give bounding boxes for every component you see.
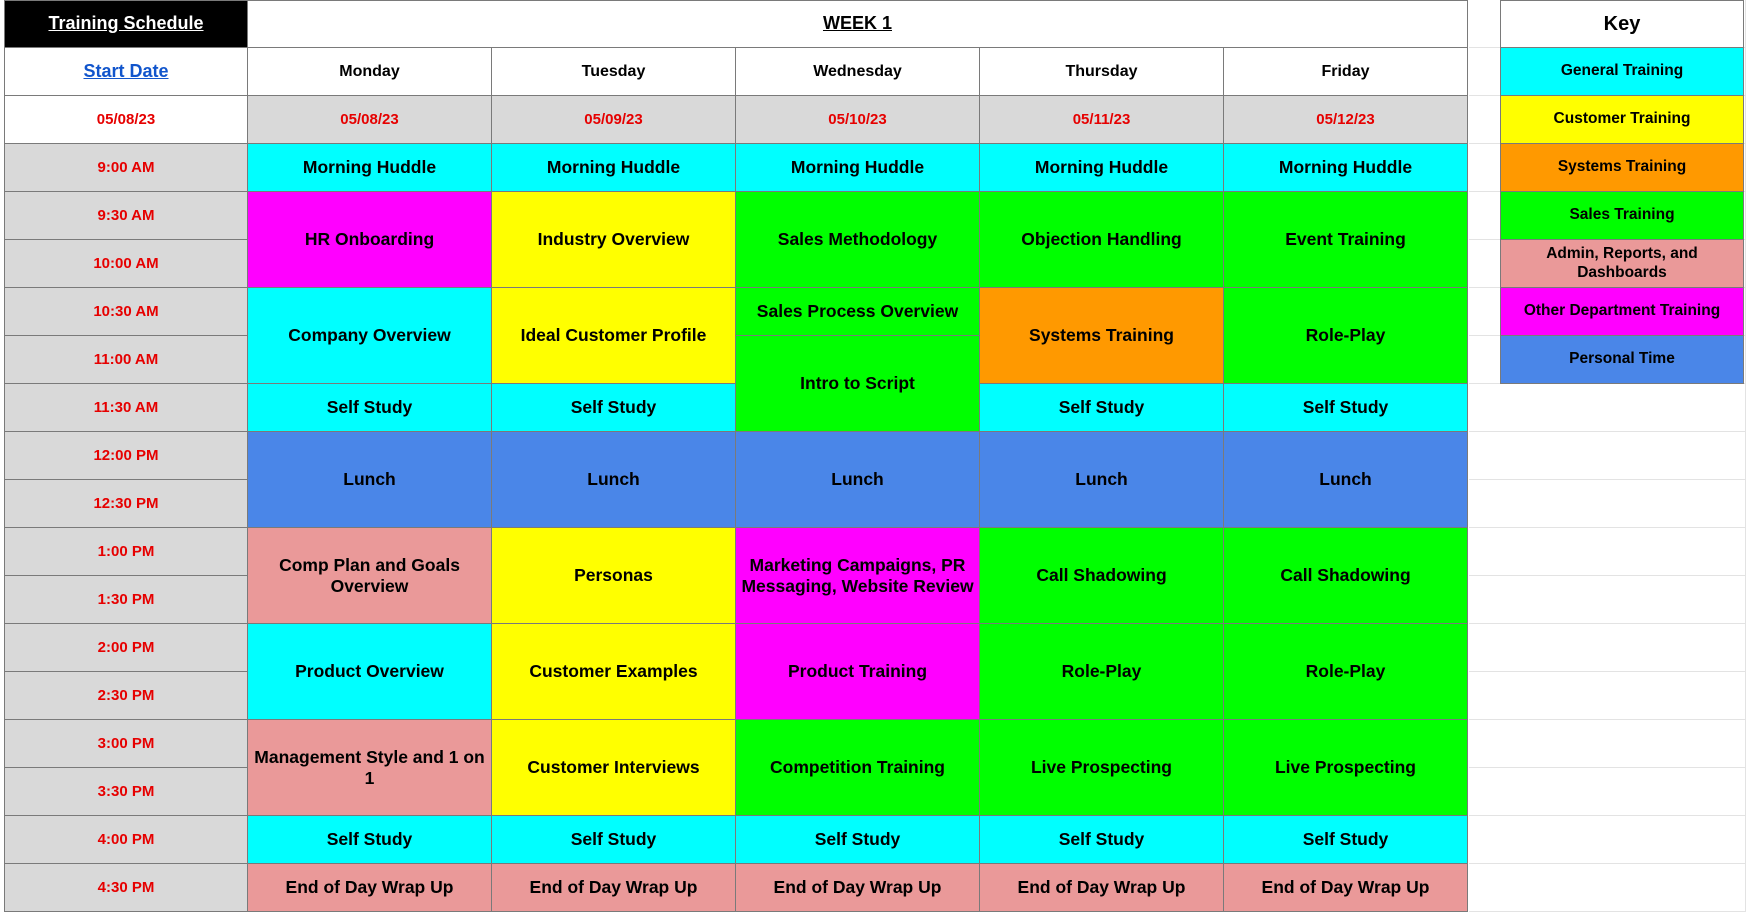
event-end-of-day-wrap-up[interactable]: End of Day Wrap Up	[1224, 864, 1468, 912]
time-slot[interactable]: 9:30 AM	[4, 192, 248, 240]
event-product-overview[interactable]: Product Overview	[248, 624, 492, 720]
event-hr-onboarding[interactable]: HR Onboarding	[248, 192, 492, 288]
start-date-link[interactable]: Start Date	[4, 48, 248, 96]
sheet-gridline	[1469, 624, 1746, 672]
event-intro-to-script[interactable]: Intro to Script	[736, 336, 980, 432]
event-management-style-and-1-on-1[interactable]: Management Style and 1 on 1	[248, 720, 492, 816]
event-morning-huddle[interactable]: Morning Huddle	[248, 144, 492, 192]
time-slot[interactable]: 2:30 PM	[4, 672, 248, 720]
time-slot[interactable]: 9:00 AM	[4, 144, 248, 192]
event-end-of-day-wrap-up[interactable]: End of Day Wrap Up	[980, 864, 1224, 912]
event-lunch[interactable]: Lunch	[492, 432, 736, 528]
event-systems-training[interactable]: Systems Training	[980, 288, 1224, 384]
sheet-gridline	[1469, 384, 1746, 432]
event-end-of-day-wrap-up[interactable]: End of Day Wrap Up	[492, 864, 736, 912]
key-item-personal-time[interactable]: Personal Time	[1500, 336, 1744, 384]
event-morning-huddle[interactable]: Morning Huddle	[980, 144, 1224, 192]
event-competition-training[interactable]: Competition Training	[736, 720, 980, 816]
time-slot[interactable]: 3:00 PM	[4, 720, 248, 768]
day-date-wednesday[interactable]: 05/10/23	[736, 96, 980, 144]
event-self-study[interactable]: Self Study	[248, 384, 492, 432]
event-lunch[interactable]: Lunch	[736, 432, 980, 528]
event-ideal-customer-profile[interactable]: Ideal Customer Profile	[492, 288, 736, 384]
event-objection-handling[interactable]: Objection Handling	[980, 192, 1224, 288]
key-item-sales-training[interactable]: Sales Training	[1500, 192, 1744, 240]
time-slot[interactable]: 11:30 AM	[4, 384, 248, 432]
day-header-wednesday[interactable]: Wednesday	[736, 48, 980, 96]
sheet-gridline	[1469, 864, 1746, 912]
time-slot[interactable]: 3:30 PM	[4, 768, 248, 816]
event-self-study[interactable]: Self Study	[492, 384, 736, 432]
key-item-customer-training[interactable]: Customer Training	[1500, 96, 1744, 144]
sheet-gridline	[1469, 768, 1746, 816]
event-company-overview[interactable]: Company Overview	[248, 288, 492, 384]
day-date-monday[interactable]: 05/08/23	[248, 96, 492, 144]
event-role-play[interactable]: Role-Play	[980, 624, 1224, 720]
day-header-friday[interactable]: Friday	[1224, 48, 1468, 96]
time-slot[interactable]: 4:00 PM	[4, 816, 248, 864]
event-self-study[interactable]: Self Study	[980, 816, 1224, 864]
day-date-tuesday[interactable]: 05/09/23	[492, 96, 736, 144]
time-slot[interactable]: 2:00 PM	[4, 624, 248, 672]
time-slot[interactable]: 10:00 AM	[4, 240, 248, 288]
event-event-training[interactable]: Event Training	[1224, 192, 1468, 288]
event-marketing-campaigns-pr-messaging-website-review[interactable]: Marketing Campaigns, PR Messaging, Website Review	[736, 528, 980, 624]
sheet-gridline	[1469, 432, 1746, 480]
event-lunch[interactable]: Lunch	[248, 432, 492, 528]
event-self-study[interactable]: Self Study	[1224, 384, 1468, 432]
event-customer-examples[interactable]: Customer Examples	[492, 624, 736, 720]
day-header-thursday[interactable]: Thursday	[980, 48, 1224, 96]
event-comp-plan-and-goals-overview[interactable]: Comp Plan and Goals Overview	[248, 528, 492, 624]
sheet-gridline	[1469, 480, 1746, 528]
time-slot[interactable]: 4:30 PM	[4, 864, 248, 912]
time-slot[interactable]: 12:30 PM	[4, 480, 248, 528]
time-slot[interactable]: 11:00 AM	[4, 336, 248, 384]
event-product-training[interactable]: Product Training	[736, 624, 980, 720]
event-role-play[interactable]: Role-Play	[1224, 288, 1468, 384]
event-self-study[interactable]: Self Study	[1224, 816, 1468, 864]
time-slot[interactable]: 10:30 AM	[4, 288, 248, 336]
event-morning-huddle[interactable]: Morning Huddle	[492, 144, 736, 192]
time-slot[interactable]: 1:30 PM	[4, 576, 248, 624]
event-industry-overview[interactable]: Industry Overview	[492, 192, 736, 288]
start-date-value[interactable]: 05/08/23	[4, 96, 248, 144]
week-header[interactable]: WEEK 1	[248, 0, 1468, 48]
event-morning-huddle[interactable]: Morning Huddle	[736, 144, 980, 192]
day-date-thursday[interactable]: 05/11/23	[980, 96, 1224, 144]
event-self-study[interactable]: Self Study	[248, 816, 492, 864]
key-item-admin-reports-and-dashboards[interactable]: Admin, Reports, and Dashboards	[1500, 240, 1744, 288]
sheet-gridline	[1469, 720, 1746, 768]
day-header-monday[interactable]: Monday	[248, 48, 492, 96]
time-slot[interactable]: 12:00 PM	[4, 432, 248, 480]
key-item-other-department-training[interactable]: Other Department Training	[1500, 288, 1744, 336]
event-call-shadowing[interactable]: Call Shadowing	[1224, 528, 1468, 624]
sheet-gridline	[1469, 816, 1746, 864]
sheet-gridline	[1469, 672, 1746, 720]
event-lunch[interactable]: Lunch	[1224, 432, 1468, 528]
sheet-gridline	[1469, 576, 1746, 624]
day-header-tuesday[interactable]: Tuesday	[492, 48, 736, 96]
event-role-play[interactable]: Role-Play	[1224, 624, 1468, 720]
event-call-shadowing[interactable]: Call Shadowing	[980, 528, 1224, 624]
day-date-friday[interactable]: 05/12/23	[1224, 96, 1468, 144]
event-self-study[interactable]: Self Study	[980, 384, 1224, 432]
event-lunch[interactable]: Lunch	[980, 432, 1224, 528]
key-item-systems-training[interactable]: Systems Training	[1500, 144, 1744, 192]
sheet-gridline	[1469, 528, 1746, 576]
event-morning-huddle[interactable]: Morning Huddle	[1224, 144, 1468, 192]
key-title[interactable]: Key	[1500, 0, 1744, 48]
time-slot[interactable]: 1:00 PM	[4, 528, 248, 576]
key-item-general-training[interactable]: General Training	[1500, 48, 1744, 96]
event-self-study[interactable]: Self Study	[736, 816, 980, 864]
event-live-prospecting[interactable]: Live Prospecting	[980, 720, 1224, 816]
event-personas[interactable]: Personas	[492, 528, 736, 624]
schedule-title[interactable]: Training Schedule	[4, 0, 248, 48]
event-sales-methodology[interactable]: Sales Methodology	[736, 192, 980, 288]
event-self-study[interactable]: Self Study	[492, 816, 736, 864]
event-sales-process-overview[interactable]: Sales Process Overview	[736, 288, 980, 336]
event-end-of-day-wrap-up[interactable]: End of Day Wrap Up	[248, 864, 492, 912]
event-live-prospecting[interactable]: Live Prospecting	[1224, 720, 1468, 816]
event-customer-interviews[interactable]: Customer Interviews	[492, 720, 736, 816]
event-end-of-day-wrap-up[interactable]: End of Day Wrap Up	[736, 864, 980, 912]
